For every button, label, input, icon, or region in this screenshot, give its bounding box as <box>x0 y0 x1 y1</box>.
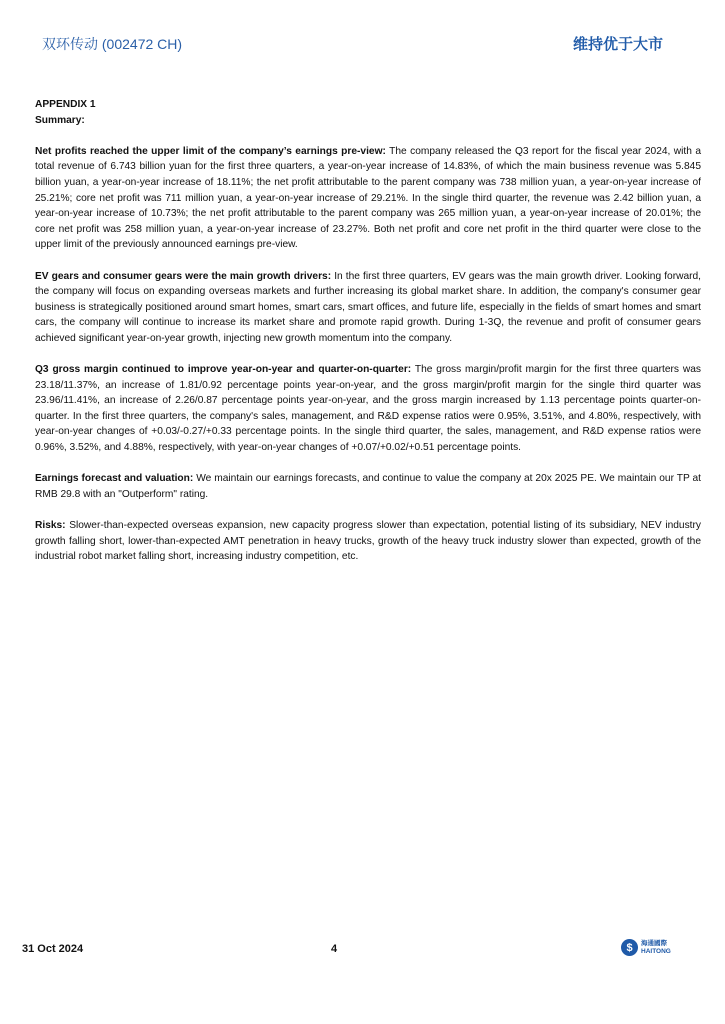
haitong-logo <box>621 939 671 956</box>
paragraph-growth-drivers <box>35 269 701 347</box>
paragraph-body: The gross margin/profit margin for the first three quarters was 23.18/11.37%, an increase of 1.81/0.92 percentage points year-on-year, and the gross margin/profit margin for the single third quarter was 23.96/11.41%, an increase of 2.26/0.87 percentage points year-on-year, and the gross margin increased by 1.13 percentage points quarter-on-quarter. In the first three quarters, the company's sales, management, and R&D expense ratios were 0.95%, 3.51%, and 4.80%, respectively, with year-on-year changes of +0.03/-0.27/+0.33 percentage points. In the single third quarter, the sales, management, and R&D expense ratios were 0.96%, 3.52%, and 4.88%, respectively, with year-on-year changes of +0.07/+0.02/+0.51 percentage points. <box>35 364 701 454</box>
paragraph-gross-margin <box>35 362 701 456</box>
paragraph-title: EV gears and consumer gears were the main growth drivers: <box>35 270 332 282</box>
paragraph-title: Q3 gross margin continued to improve year-on-year and quarter-on-quarter: <box>35 364 412 376</box>
paragraph-body: Slower-than-expected overseas expansion, new capacity progress slower than expectation, potential listing of its subsidiary, NEV industry growth falling short, lower-than-expected AMT penetration in heavy trucks, growth of the heavy truck industry slower than expected, growth of the industrial robot market falling short, increasing industry competition, etc. <box>35 520 701 563</box>
paragraph-body: We maintain our earnings forecasts, and continue to value the company at 20x 2025 PE. We maintain our TP at RMB 29.8 with an "Outperform" rating. <box>35 473 701 500</box>
logo-text-cn: 海通國際 <box>641 939 667 947</box>
summary-heading: Summary: <box>35 114 85 126</box>
paragraph-risks <box>35 518 701 565</box>
paragraph-title: Earnings forecast and valuation: <box>35 473 194 485</box>
paragraph-net-profit <box>35 144 701 253</box>
header-rating: 维持优于大市 <box>572 35 663 53</box>
footer-date: 31 Oct 2024 <box>22 943 84 955</box>
appendix-heading: APPENDIX 1 <box>35 99 96 110</box>
header-stock-name: 双环传动 (002472 CH) <box>42 36 183 52</box>
paragraph-body: In the first three quarters, EV gears was the main growth driver. Looking forward, the company will focus on expanding overseas markets and further increasing its global market share. In addition, the company's consumer gear business is strategically positioned around smart homes, smart cars, smart offices, and future life, especially in the fields of smart homes and smart cars, the company will continue to increase its market share and promote rapid growth. During 1-3Q, the revenue and profit of consumer gears achieved significant year-on-year growth, injecting new growth momentum into the company. <box>35 270 701 344</box>
report-body <box>35 97 701 580</box>
logo-text-en: HAITONG <box>641 947 671 955</box>
page-number: 4 <box>331 943 338 955</box>
paragraph-title: Risks: <box>35 520 66 532</box>
haitong-logo-icon: $ <box>621 939 638 956</box>
paragraph-title: Net profits reached the upper limit of the company’s earnings pre-view: <box>35 145 386 157</box>
paragraph-valuation <box>35 471 701 502</box>
paragraph-body: The company released the Q3 report for the fiscal year 2024, with a total revenue of 6.743 billion yuan for the first three quarters, a year-on-year increase of 14.83%, of which the main business revenue was 5.845 billion yuan, a year-on-year increase of 18.11%; the net profit attributable to the parent company was 738 million yuan, a year-on-year increase of 25.21%; core net profit was 711 million yuan, a year-on-year increase of 29.21%. In the single third quarter, the revenue was 2.42 billion yuan, a year-on-year increase of 10.73%; the net profit attributable to the parent company was 265 million yuan, a year-on-year increase of 20.01%; the core net profit was 258 million yuan, a year-on-year increase of 23.27%. Both net profit and core net profit in the third quarter were close to the upper limit of the previously announced earnings pre-view. <box>35 145 701 251</box>
